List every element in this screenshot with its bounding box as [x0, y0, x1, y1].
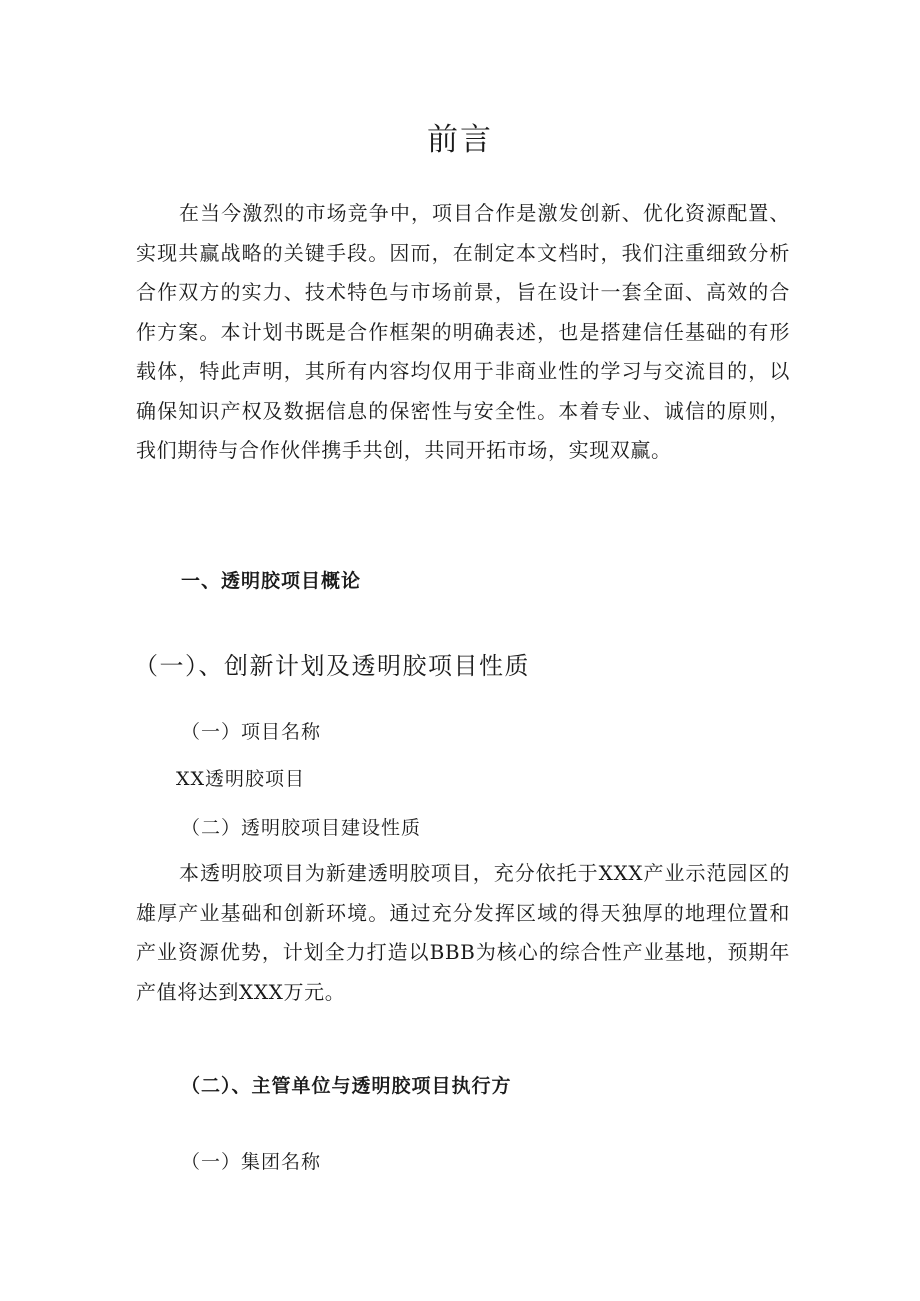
section-heading-management: （二）、主管单位与透明胶项目执行方: [181, 1075, 512, 1097]
subheading-project-name: （一）项目名称: [181, 721, 322, 743]
subheading-construction-nature: （二）透明胶项目建设性质: [181, 817, 422, 839]
project-name-value: XX透明胶项目: [176, 768, 306, 790]
subheading-group-name: （一）集团名称: [181, 1151, 322, 1173]
intro-paragraph: 在当今激烈的市场竞争中，项目合作是激发创新、优化资源配置、实现共赢战略的关键手段。因而，在制定本文档时，我们注重细致分析合作双方的实力、技术特色与市场前景，旨在设计一套全面、高效的合作方案。本计划书既是合作框架的明确表述，也是搭建信任基础的有形载体，特此声明，其所有内容均仅用于非商业性的学习与交流目的，以确保知识产权及数据信息的保密性与安全性。本着专业、诚信的原则，我们期待与合作伙伴携手共创，共同开拓市场，实现双赢。: [136, 201, 790, 462]
page-title: 前言: [427, 122, 493, 158]
section-heading-innovation: （一）、创新计划及透明胶项目性质: [134, 652, 530, 680]
chapter-heading: 一、透明胶项目概论: [181, 570, 362, 592]
nature-paragraph: 本透明胶项目为新建透明胶项目，充分依托于XXX产业示范园区的雄厚产业基础和创新环境。通过充分发挥区域的得天独厚的地理位置和产业资源优势，计划全力打造以BBB为核心的综合性产业基地，预期年产值将达到XXX万元。: [136, 861, 790, 1004]
